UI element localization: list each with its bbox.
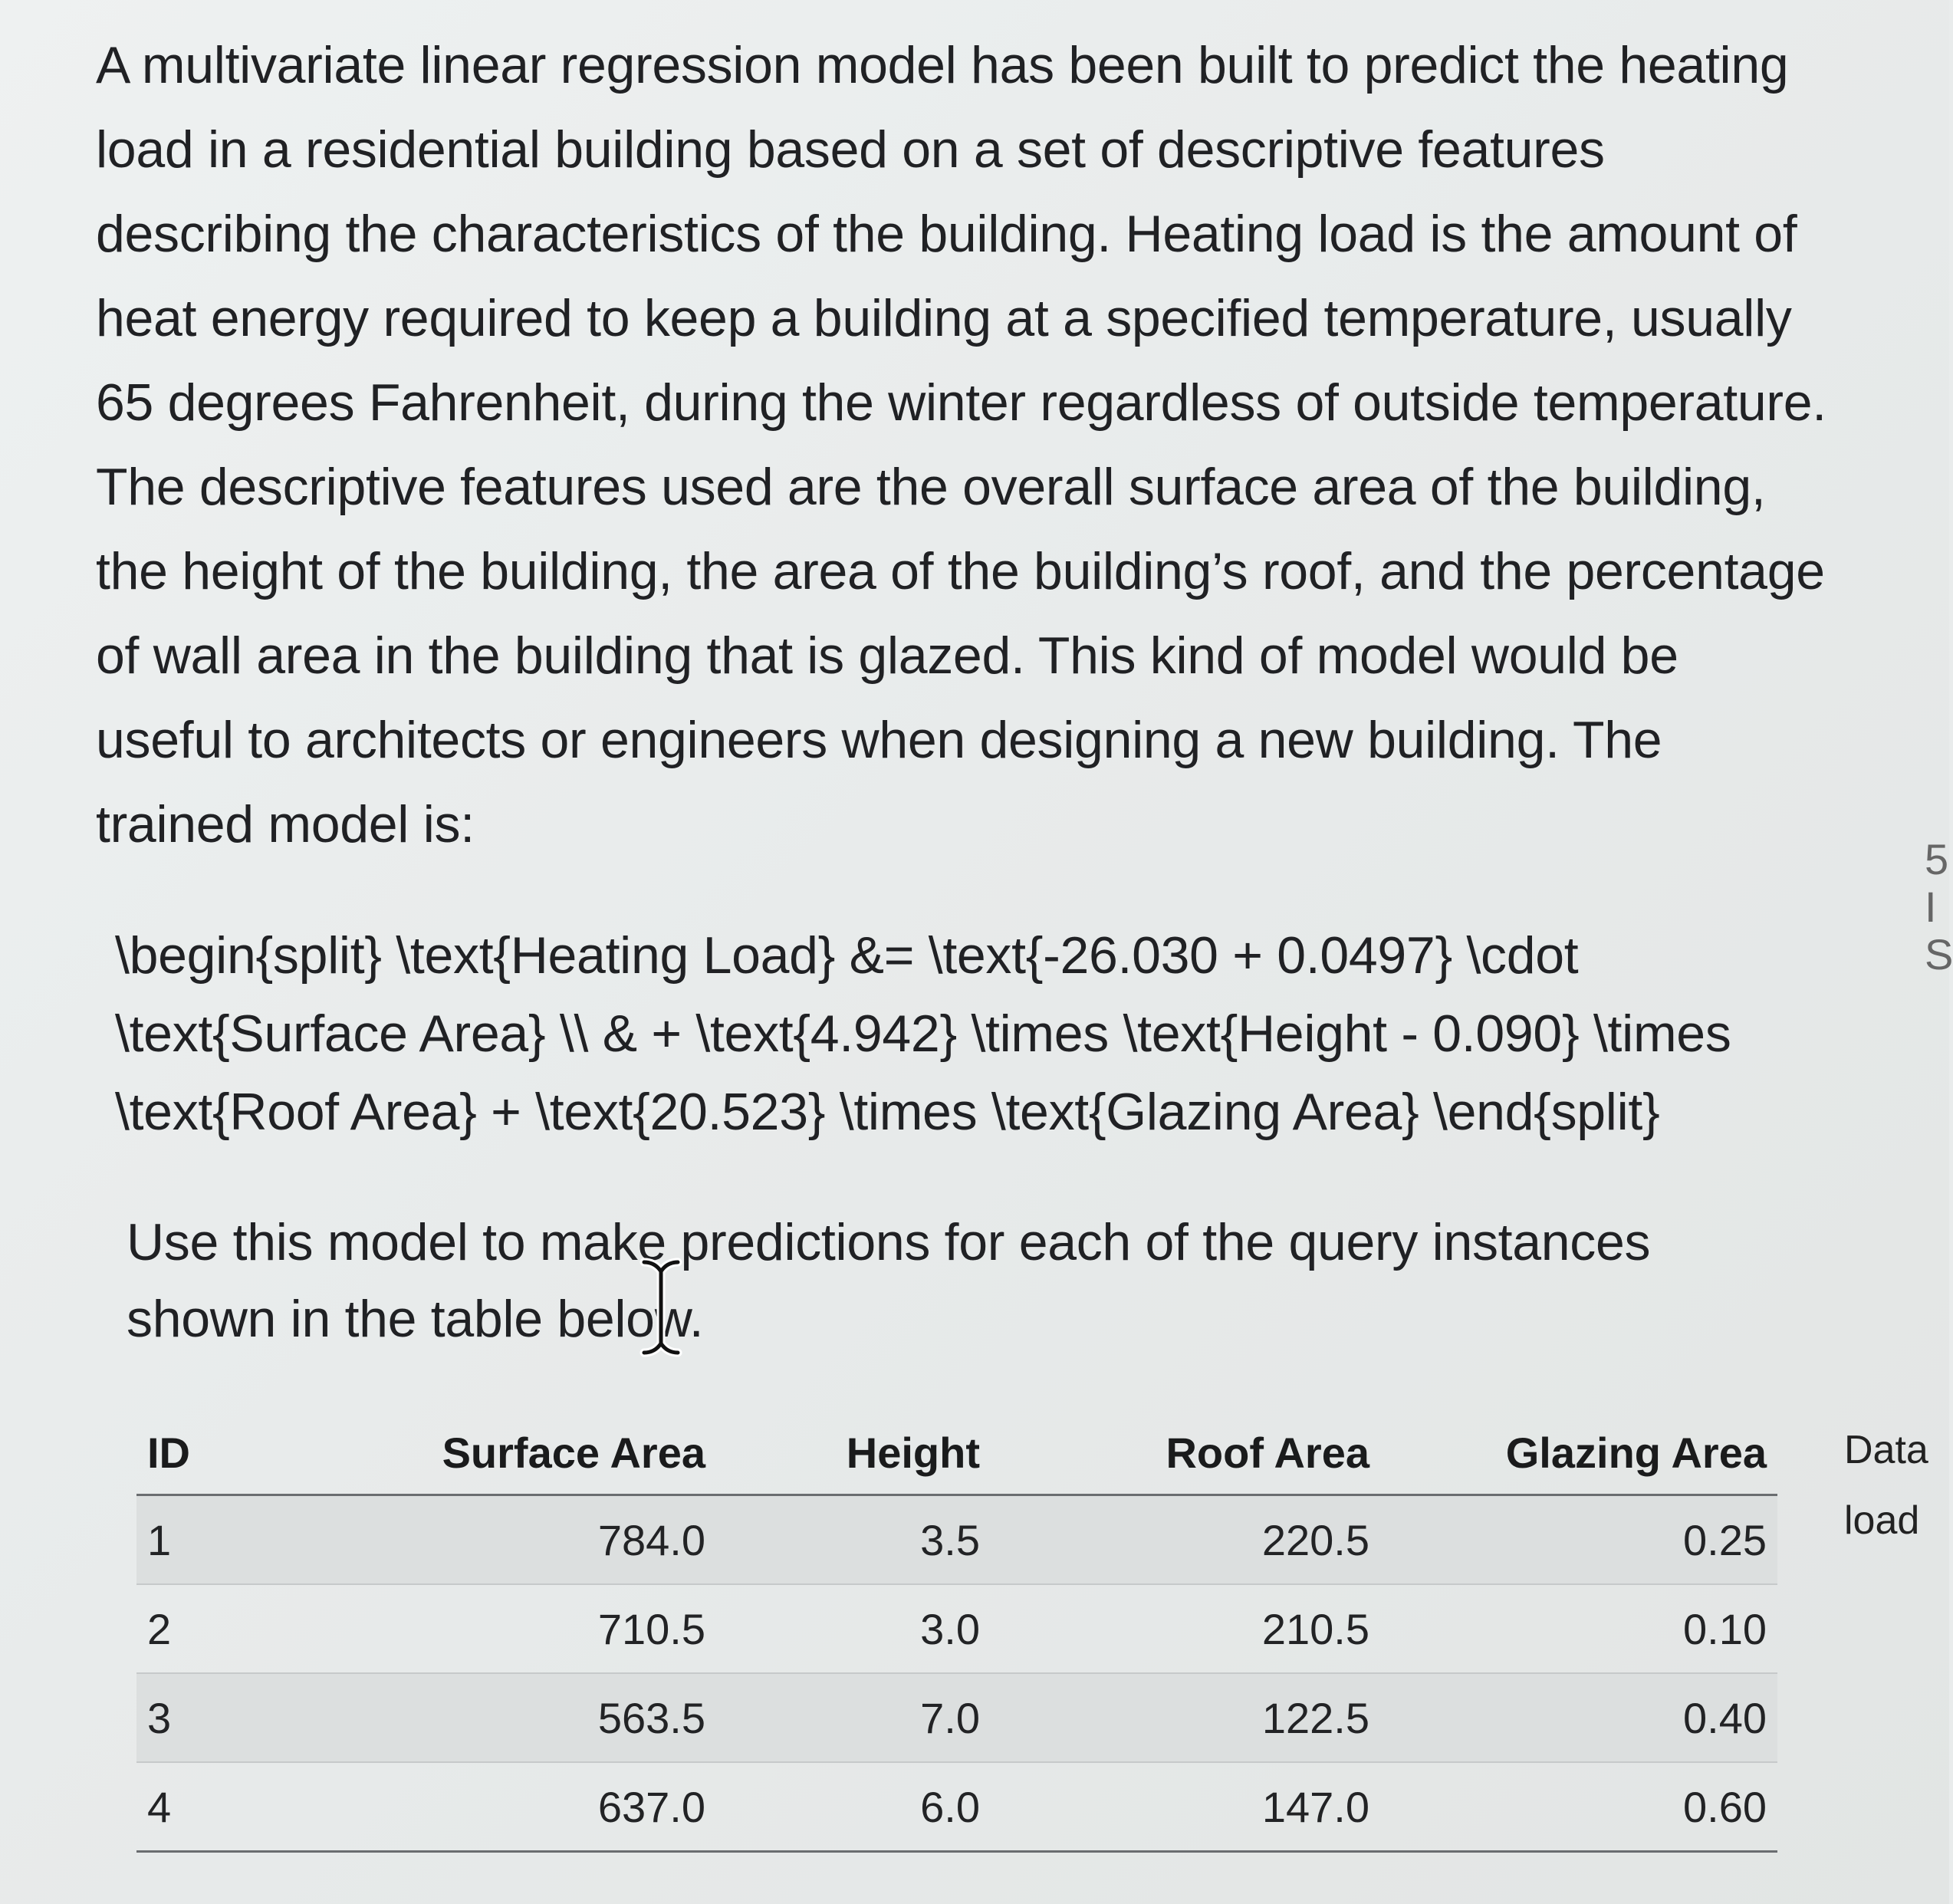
cell-glazing-area: 0.60 (1380, 1762, 1777, 1852)
edge-char: I (1925, 883, 1937, 931)
edge-char: 5 (1925, 835, 1949, 883)
table-row (136, 1673, 1777, 1762)
edge-char: S (1925, 930, 1953, 978)
i-beam-cursor-icon (638, 1258, 684, 1357)
header-surface-area: Surface Area (281, 1411, 716, 1495)
clipped-edge-text (1925, 835, 1953, 978)
cell-id: 4 (136, 1762, 281, 1852)
cell-surface-area: 637.0 (281, 1762, 716, 1852)
cell-surface-area: 710.5 (281, 1584, 716, 1673)
header-height: Height (716, 1411, 991, 1495)
table-row (136, 1584, 1777, 1673)
cell-glazing-area: 0.10 (1380, 1584, 1777, 1673)
header-roof-area: Roof Area (991, 1411, 1380, 1495)
table-header-row (136, 1411, 1777, 1495)
cell-roof-area: 147.0 (991, 1762, 1380, 1852)
cell-id: 3 (136, 1673, 281, 1762)
cell-id: 2 (136, 1584, 281, 1673)
cell-id: 1 (136, 1495, 281, 1585)
main-content (96, 23, 1829, 867)
side-panel-text (1844, 1415, 1949, 1556)
query-table (136, 1411, 1777, 1853)
header-glazing-area: Glazing Area (1380, 1411, 1777, 1495)
table-row (136, 1762, 1777, 1852)
cell-height: 6.0 (716, 1762, 991, 1852)
cell-glazing-area: 0.40 (1380, 1673, 1777, 1762)
cell-surface-area: 563.5 (281, 1673, 716, 1762)
instruction-text: Use this model to make predictions for each of the query instances shown in the table below. (127, 1213, 1651, 1348)
model-formula: \begin{split} \text{Heating Load} &= \text{-26.030 + 0.0497} \cdot \text{Surface Area} \\ & + \text{4.942} \times \text{Height - 0.090} \times \text{Roof Area} + \text{20.523} \times \text{Glazing Area} \end{split} (115, 926, 1731, 1141)
header-id: ID (136, 1411, 281, 1495)
cell-roof-area: 210.5 (991, 1584, 1380, 1673)
cell-glazing-area: 0.25 (1380, 1495, 1777, 1585)
table-row (136, 1495, 1777, 1585)
cell-height: 7.0 (716, 1673, 991, 1762)
cell-height: 3.0 (716, 1584, 991, 1673)
problem-description: A multivariate linear regression model has been built to predict the heating load in a residential building based on a set of descriptive features describing the characteristics of the building. Heating load is the amount of heat energy required to keep a building at a specified temperature, usually 65 degrees Fahrenheit, during the winter regardless of outside temperature. The descriptive features used are the overall surface area of the building, the height of the building, the area of the building’s roof, and the percentage of wall area in the building that is glazed. This kind of model would be useful to architects or engineers when designing a new building. The trained model is: (96, 36, 1826, 853)
cell-roof-area: 122.5 (991, 1673, 1380, 1762)
cell-height: 3.5 (716, 1495, 991, 1585)
cell-surface-area: 784.0 (281, 1495, 716, 1585)
side-panel-line: Data (1844, 1428, 1928, 1472)
side-panel-line: load (1844, 1498, 1920, 1543)
cell-roof-area: 220.5 (991, 1495, 1380, 1585)
query-instances-table (136, 1411, 1777, 1853)
